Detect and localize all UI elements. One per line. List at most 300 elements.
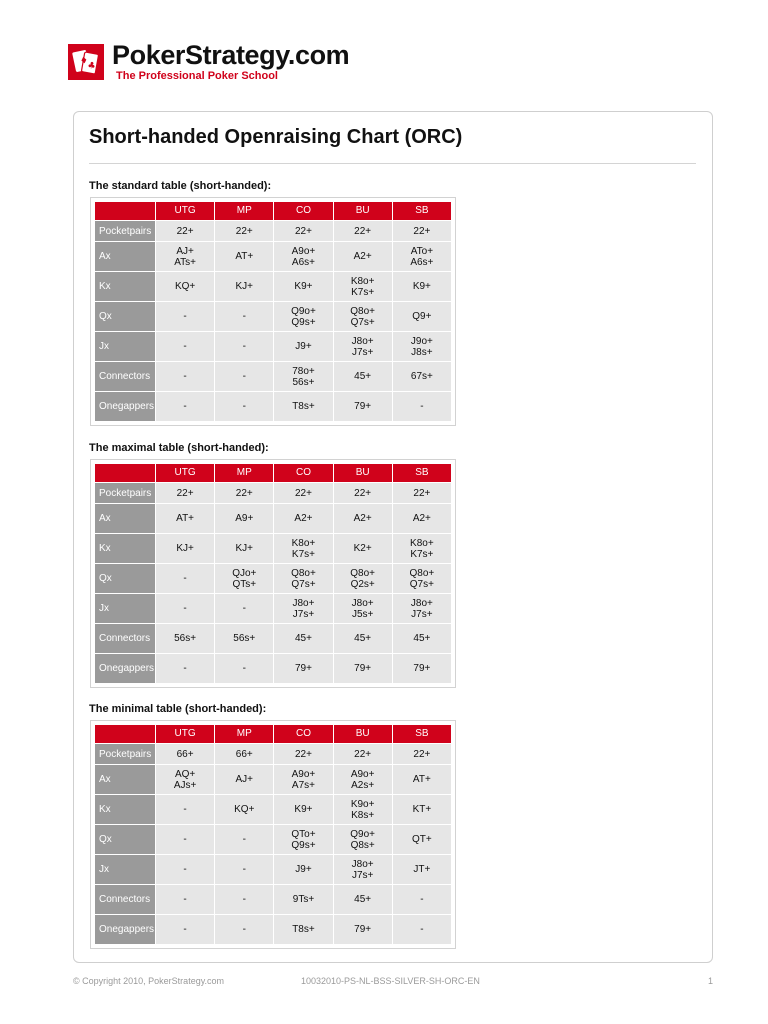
- cell-line: 45+: [354, 894, 372, 905]
- cell-line: A9o+: [291, 245, 316, 257]
- cell-line: 45+: [294, 633, 312, 644]
- table-cell: [156, 915, 214, 944]
- table-cell: [334, 885, 392, 914]
- table-row: [95, 534, 451, 563]
- cell-line: K9+: [294, 804, 313, 815]
- cell-line: 67s+: [410, 371, 433, 382]
- header-corner: [95, 725, 155, 743]
- column-header-sb: SB: [393, 464, 451, 482]
- orc-table: [94, 463, 452, 684]
- cell-line: K8o+: [410, 537, 434, 549]
- cell-line: KQ+: [174, 281, 196, 292]
- table-cell: [274, 594, 332, 623]
- cell-line: 56s+: [292, 376, 315, 388]
- column-header-utg: UTG: [156, 464, 214, 482]
- page-title: Short-handed Openraising Chart (ORC): [89, 126, 463, 148]
- cell-line: Q9o+: [350, 828, 376, 840]
- cell-line: A9o+: [291, 768, 316, 780]
- cell-line: 22+: [294, 487, 312, 499]
- cell-line: K8o+: [350, 275, 375, 287]
- cell-line: 56s+: [174, 633, 197, 644]
- column-header-sb: SB: [393, 725, 451, 743]
- table-cell: [334, 221, 392, 241]
- table-cell: [334, 654, 392, 683]
- cell-line: A2+: [353, 251, 372, 262]
- table-cell: [393, 855, 451, 884]
- table-cell: [156, 765, 214, 794]
- table-cell: [156, 795, 214, 824]
- table-header-row: [95, 202, 451, 220]
- cell-line: AQ+: [174, 768, 196, 780]
- table-cell: [334, 795, 392, 824]
- table-cell: [156, 221, 214, 241]
- row-label: Jx: [95, 855, 155, 884]
- cell-line: A6s+: [291, 256, 315, 268]
- cell-line: -: [420, 894, 424, 905]
- cell-line: QT+: [412, 834, 432, 845]
- table-cell: [334, 483, 392, 503]
- section-title: The standard table (short-handed):: [89, 180, 272, 192]
- table-row: [95, 855, 451, 884]
- table-cell: [393, 242, 451, 271]
- column-header-bu: BU: [334, 725, 392, 743]
- table-cell: [274, 624, 332, 653]
- cell-line: K7s+: [351, 286, 375, 298]
- cell-line: J8o+: [292, 597, 315, 609]
- cell-line: 22+: [413, 225, 431, 237]
- table-cell: [393, 795, 451, 824]
- table-cell: [156, 855, 214, 884]
- table-cell: [156, 825, 214, 854]
- cell-line: 45+: [354, 371, 372, 382]
- table-cell: [334, 504, 392, 533]
- table-frame: [90, 197, 456, 426]
- cell-line: -: [242, 603, 246, 614]
- table-row: [95, 302, 451, 331]
- cell-line: 22+: [354, 487, 372, 499]
- table-cell: [274, 362, 332, 391]
- table-cell: [156, 534, 214, 563]
- table-cell: [215, 885, 273, 914]
- table-cell: [215, 302, 273, 331]
- cell-line: Q9s+: [291, 839, 316, 851]
- row-label: Ax: [95, 504, 155, 533]
- cell-line: 56s+: [233, 633, 256, 644]
- cell-line: 22+: [354, 225, 372, 237]
- cell-line: -: [242, 311, 246, 322]
- cell-line: Q9+: [412, 311, 432, 322]
- chart-card: [73, 111, 713, 963]
- cell-line: T8s+: [292, 924, 315, 935]
- table-cell: [334, 564, 392, 593]
- table-cell: [215, 504, 273, 533]
- cell-line: -: [242, 864, 246, 875]
- document-code: 10032010-PS-NL-BSS-SILVER-SH-ORC-EN: [301, 976, 480, 986]
- row-label: Pocketpairs: [95, 221, 155, 241]
- table-cell: [334, 855, 392, 884]
- table-cell: [393, 564, 451, 593]
- cell-line: -: [183, 311, 187, 322]
- cell-line: A7s+: [291, 779, 315, 791]
- row-label: Connectors: [95, 624, 155, 653]
- table-cell: [393, 885, 451, 914]
- minimal-table-section: [89, 703, 449, 935]
- cell-line: J8o+: [410, 597, 433, 609]
- svg-text:♦: ♦: [79, 55, 90, 68]
- cell-line: AT+: [176, 513, 195, 524]
- row-label: Kx: [95, 272, 155, 301]
- cell-line: T8s+: [292, 401, 315, 412]
- cell-line: KQ+: [234, 804, 255, 815]
- cell-line: K9+: [294, 281, 313, 292]
- cell-line: A2+: [294, 513, 313, 524]
- table-cell: [393, 744, 451, 764]
- table-row: [95, 744, 451, 764]
- row-label: Qx: [95, 302, 155, 331]
- cell-line: 79+: [354, 924, 372, 935]
- cell-line: Q9o+: [291, 305, 316, 317]
- table-cell: [156, 504, 214, 533]
- brand-tagline: The Professional Poker School: [116, 70, 278, 82]
- table-frame: [90, 720, 456, 949]
- row-label: Ax: [95, 242, 155, 271]
- cell-line: -: [183, 804, 187, 815]
- cell-line: 22+: [176, 225, 194, 237]
- row-label: Kx: [95, 795, 155, 824]
- table-row: [95, 825, 451, 854]
- table-cell: [274, 915, 332, 944]
- table-cell: [334, 594, 392, 623]
- table-row: [95, 624, 451, 653]
- cell-line: 79+: [413, 663, 431, 674]
- cell-line: J9+: [295, 341, 312, 352]
- cell-line: -: [242, 924, 246, 935]
- cell-line: Q8o+: [350, 567, 376, 579]
- table-cell: [274, 242, 332, 271]
- cell-line: J7s+: [351, 346, 374, 358]
- cell-line: 45+: [354, 633, 372, 644]
- table-cell: [156, 564, 214, 593]
- cell-line: -: [242, 371, 246, 382]
- cell-line: -: [183, 371, 187, 382]
- table-cell: [215, 332, 273, 361]
- table-cell: [274, 744, 332, 764]
- table-cell: [393, 483, 451, 503]
- table-cell: [393, 362, 451, 391]
- table-cell: [274, 885, 332, 914]
- cell-line: AJ+: [176, 245, 194, 257]
- orc-table: [94, 724, 452, 945]
- table-cell: [274, 534, 332, 563]
- cell-line: Q8s+: [350, 839, 375, 851]
- cell-line: K8o+: [291, 537, 316, 549]
- column-header-co: CO: [274, 464, 332, 482]
- cell-line: JT+: [413, 864, 431, 875]
- cell-line: 22+: [413, 748, 431, 760]
- table-cell: [215, 483, 273, 503]
- table-cell: [215, 795, 273, 824]
- orc-table: [94, 201, 452, 422]
- table-cell: [215, 594, 273, 623]
- section-title: The maximal table (short-handed):: [89, 442, 269, 454]
- table-row: [95, 362, 451, 391]
- table-cell: [274, 302, 332, 331]
- cell-line: Q7s+: [409, 578, 434, 590]
- table-cell: [274, 272, 332, 301]
- column-header-co: CO: [274, 725, 332, 743]
- table-cell: [156, 272, 214, 301]
- table-cell: [393, 765, 451, 794]
- playing-cards-logo-icon: [68, 44, 104, 80]
- table-cell: [215, 221, 273, 241]
- table-cell: [215, 272, 273, 301]
- table-row: [95, 915, 451, 944]
- cell-line: 79+: [294, 663, 312, 674]
- cell-line: 66+: [235, 748, 253, 760]
- header-corner: [95, 202, 155, 220]
- cell-line: 22+: [413, 487, 431, 499]
- table-row: [95, 483, 451, 503]
- cell-line: Q9s+: [291, 316, 316, 328]
- cell-line: -: [183, 573, 187, 584]
- table-cell: [334, 392, 392, 421]
- table-cell: [393, 915, 451, 944]
- row-label: Ax: [95, 765, 155, 794]
- cell-line: -: [183, 663, 187, 674]
- table-cell: [215, 855, 273, 884]
- cell-line: 45+: [413, 633, 431, 644]
- cell-line: AT+: [412, 774, 431, 785]
- table-cell: [334, 362, 392, 391]
- cell-line: A9+: [235, 513, 254, 524]
- cell-line: 66+: [176, 748, 194, 760]
- table-cell: [393, 654, 451, 683]
- svg-text:♣: ♣: [86, 60, 97, 72]
- cell-line: Q2s+: [350, 578, 375, 590]
- cell-line: A9o+: [350, 768, 375, 780]
- cell-line: J8o+: [351, 597, 374, 609]
- table-row: [95, 654, 451, 683]
- cell-line: -: [183, 864, 187, 875]
- table-cell: [334, 272, 392, 301]
- column-header-bu: BU: [334, 202, 392, 220]
- cell-line: K2+: [353, 543, 372, 554]
- cell-line: QTo+: [291, 828, 316, 840]
- row-label: Onegappers: [95, 915, 155, 944]
- table-cell: [215, 654, 273, 683]
- table-cell: [334, 302, 392, 331]
- cell-line: Q8o+: [291, 567, 316, 579]
- table-cell: [274, 221, 332, 241]
- cell-line: J9o+: [410, 335, 433, 347]
- table-cell: [274, 504, 332, 533]
- cell-line: -: [420, 924, 424, 935]
- cell-line: AT+: [235, 251, 254, 262]
- table-cell: [393, 392, 451, 421]
- table-cell: [215, 392, 273, 421]
- cell-line: J7s+: [411, 608, 433, 620]
- table-cell: [274, 825, 332, 854]
- table-cell: [393, 272, 451, 301]
- table-cell: [156, 242, 214, 271]
- cell-line: -: [242, 894, 246, 905]
- table-cell: [334, 915, 392, 944]
- cell-line: -: [242, 341, 246, 352]
- maximal-table-section: [89, 442, 449, 674]
- table-cell: [156, 332, 214, 361]
- table-cell: [215, 624, 273, 653]
- table-cell: [156, 483, 214, 503]
- row-label: Connectors: [95, 885, 155, 914]
- cell-line: -: [183, 834, 187, 845]
- row-label: Connectors: [95, 362, 155, 391]
- cell-line: J8s+: [411, 346, 433, 358]
- row-label: Pocketpairs: [95, 744, 155, 764]
- cell-line: AJ+: [235, 774, 254, 785]
- standard-table-section: [89, 180, 449, 412]
- cell-line: -: [183, 341, 187, 352]
- cell-line: J8o+: [351, 335, 374, 347]
- cell-line: J9+: [295, 864, 312, 875]
- cell-line: QTs+: [232, 578, 257, 590]
- cell-line: -: [183, 894, 187, 905]
- table-cell: [393, 534, 451, 563]
- cell-line: -: [183, 603, 187, 614]
- column-header-mp: MP: [215, 202, 273, 220]
- table-cell: [334, 825, 392, 854]
- table-cell: [274, 795, 332, 824]
- row-label: Pocketpairs: [95, 483, 155, 503]
- row-label: Qx: [95, 564, 155, 593]
- table-cell: [156, 362, 214, 391]
- table-cell: [274, 654, 332, 683]
- cell-line: Q8o+: [350, 305, 376, 317]
- table-row: [95, 392, 451, 421]
- cell-line: -: [242, 834, 246, 845]
- cell-line: K8s+: [351, 809, 375, 821]
- cell-line: K7s+: [410, 548, 434, 560]
- cell-line: A6s+: [410, 256, 434, 268]
- table-cell: [156, 594, 214, 623]
- table-cell: [156, 654, 214, 683]
- table-cell: [334, 765, 392, 794]
- cell-line: J7s+: [292, 608, 315, 620]
- table-cell: [156, 302, 214, 331]
- table-row: [95, 564, 451, 593]
- cell-line: Q7s+: [350, 316, 375, 328]
- table-cell: [215, 564, 273, 593]
- cell-line: 22+: [294, 748, 312, 760]
- table-cell: [334, 624, 392, 653]
- table-cell: [334, 744, 392, 764]
- cell-line: J5s+: [351, 608, 374, 620]
- column-header-mp: MP: [215, 464, 273, 482]
- table-cell: [393, 594, 451, 623]
- table-cell: [215, 744, 273, 764]
- cell-line: AJs+: [173, 779, 197, 791]
- table-cell: [393, 302, 451, 331]
- table-cell: [274, 392, 332, 421]
- table-cell: [215, 242, 273, 271]
- cell-line: 22+: [176, 487, 194, 499]
- column-header-sb: SB: [393, 202, 451, 220]
- table-cell: [393, 624, 451, 653]
- cell-line: 78o+: [292, 365, 315, 377]
- table-cell: [215, 362, 273, 391]
- cell-line: K7s+: [291, 548, 315, 560]
- table-cell: [215, 825, 273, 854]
- cell-line: -: [242, 663, 246, 674]
- cell-line: A2+: [353, 513, 372, 524]
- title-divider: [89, 163, 696, 164]
- row-label: Onegappers: [95, 392, 155, 421]
- row-label: Jx: [95, 594, 155, 623]
- table-row: [95, 242, 451, 271]
- cell-line: 79+: [354, 401, 372, 412]
- cell-line: K9o+: [350, 798, 375, 810]
- cell-line: 22+: [294, 225, 312, 237]
- table-cell: [274, 483, 332, 503]
- table-row: [95, 221, 451, 241]
- table-cell: [393, 504, 451, 533]
- table-cell: [215, 765, 273, 794]
- column-header-utg: UTG: [156, 725, 214, 743]
- brand-name: PokerStrategy.com: [112, 40, 350, 70]
- cell-line: J7s+: [351, 869, 374, 881]
- row-label: Qx: [95, 825, 155, 854]
- table-cell: [334, 534, 392, 563]
- cell-line: -: [183, 924, 187, 935]
- table-row: [95, 332, 451, 361]
- cell-line: KJ+: [176, 543, 194, 554]
- table-cell: [393, 332, 451, 361]
- row-label: Kx: [95, 534, 155, 563]
- column-header-bu: BU: [334, 464, 392, 482]
- cell-line: ATs+: [174, 256, 196, 268]
- table-cell: [393, 221, 451, 241]
- table-row: [95, 765, 451, 794]
- table-row: [95, 594, 451, 623]
- cell-line: -: [183, 401, 187, 412]
- column-header-co: CO: [274, 202, 332, 220]
- cell-line: Q7s+: [291, 578, 316, 590]
- table-cell: [274, 855, 332, 884]
- cell-line: 22+: [235, 487, 253, 499]
- cell-line: 79+: [354, 663, 372, 674]
- cell-line: K9+: [412, 281, 431, 292]
- table-cell: [274, 332, 332, 361]
- table-frame: [90, 459, 456, 688]
- column-header-mp: MP: [215, 725, 273, 743]
- table-cell: [274, 765, 332, 794]
- cell-line: 22+: [235, 225, 253, 237]
- cell-line: J8o+: [351, 858, 374, 870]
- cell-line: A2+: [412, 513, 431, 524]
- table-header-row: [95, 725, 451, 743]
- table-header-row: [95, 464, 451, 482]
- cell-line: ATo+: [410, 245, 434, 257]
- table-cell: [215, 534, 273, 563]
- cell-line: QJo+: [232, 567, 257, 579]
- row-label: Onegappers: [95, 654, 155, 683]
- table-row: [95, 272, 451, 301]
- cell-line: -: [242, 401, 246, 412]
- cell-line: KT+: [412, 804, 432, 815]
- table-row: [95, 504, 451, 533]
- table-cell: [156, 885, 214, 914]
- table-cell: [334, 242, 392, 271]
- header-corner: [95, 464, 155, 482]
